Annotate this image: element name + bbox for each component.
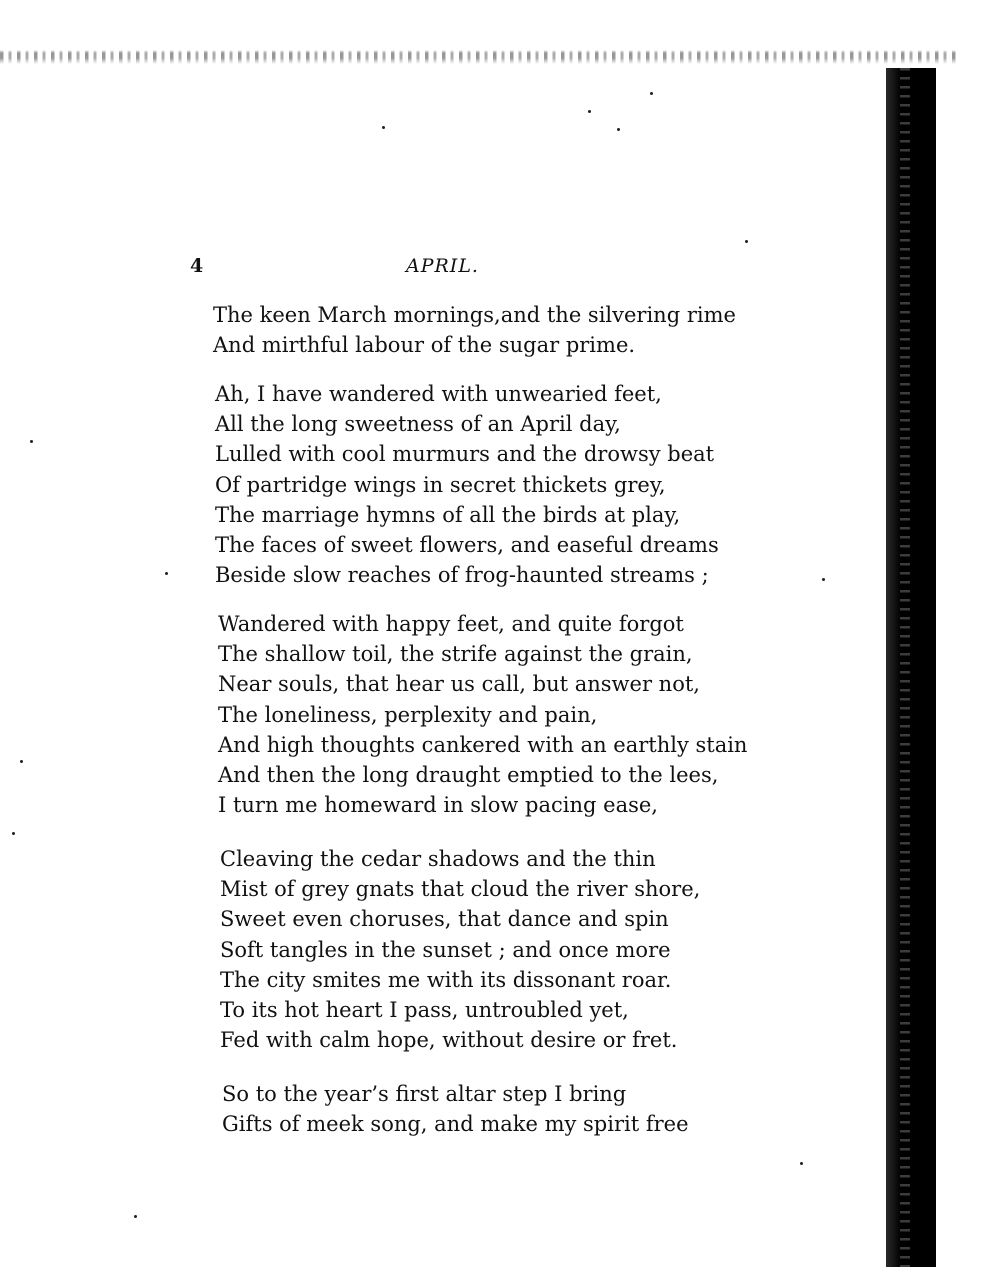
- scan-speck: [382, 126, 385, 129]
- poem-line: So to the year’s first altar step I bring: [222, 1082, 627, 1106]
- stanza-3: [218, 609, 747, 820]
- page-number: 4: [190, 255, 204, 277]
- poem-line: Lulled with cool murmurs and the drowsy beat: [215, 442, 715, 467]
- torn-top-edge: [0, 50, 960, 64]
- scan-speck: [800, 1162, 803, 1165]
- stanza-1: [213, 300, 736, 360]
- poem-line: And high thoughts cankered with an earthly stain: [218, 732, 748, 757]
- scan-speck: [745, 240, 748, 243]
- stanza-4: [220, 844, 700, 1055]
- scan-speck: [20, 760, 23, 763]
- poem-line: The marriage hymns of all the birds at play,: [215, 502, 681, 527]
- stanza-5: [222, 1079, 689, 1139]
- poem-line: The keen March mornings,and the silvering rime: [213, 303, 736, 327]
- poem-line: Wandered with happy feet, and quite forgot: [218, 612, 684, 636]
- stanza-2: [215, 379, 719, 590]
- poem-line: The loneliness, perplexity and pain,: [218, 702, 598, 727]
- poem-line: The faces of sweet flowers, and easeful dreams: [215, 532, 719, 557]
- poem-line: And mirthful labour of the sugar prime.: [213, 333, 636, 358]
- poem-line: Near souls, that hear us call, but answer not,: [218, 672, 700, 697]
- poem-line: Ah, I have wandered with unwearied feet,: [215, 382, 662, 406]
- poem-line: Soft tangles in the sunset ; and once more: [220, 937, 671, 962]
- binding-texture: [900, 68, 910, 1267]
- scan-speck: [588, 110, 591, 113]
- running-title: APRIL.: [406, 255, 479, 277]
- poem-line: Sweet even choruses, that dance and spin: [220, 907, 669, 932]
- scan-speck: [650, 92, 653, 95]
- poem-line: All the long sweetness of an April day,: [215, 412, 621, 437]
- poem-line: Of partridge wings in secret thickets grey,: [215, 472, 666, 497]
- poem-line: The city smites me with its dissonant roar.: [220, 967, 672, 992]
- scan-speck: [134, 1215, 137, 1218]
- scan-speck: [12, 832, 15, 835]
- book-binding-shadow: [886, 68, 936, 1267]
- poem-line: Fed with calm hope, without desire or fret.: [220, 1028, 678, 1053]
- poem-line: To its hot heart I pass, untroubled yet,: [220, 997, 629, 1022]
- poem-line: I turn me homeward in slow pacing ease,: [218, 793, 658, 818]
- scan-speck: [617, 128, 620, 131]
- poem-line: Mist of grey gnats that cloud the river shore,: [220, 877, 701, 902]
- scan-speck: [165, 572, 168, 575]
- poem-line: Gifts of meek song, and make my spirit free: [222, 1112, 689, 1137]
- scan-speck: [822, 578, 825, 581]
- scan-speck: [30, 440, 33, 443]
- poem-line: The shallow toil, the strife against the grain,: [218, 642, 693, 667]
- poem-line: And then the long draught emptied to the lees,: [218, 762, 719, 787]
- poem-line: Beside slow reaches of frog-haunted streams ;: [215, 563, 709, 588]
- poem-line: Cleaving the cedar shadows and the thin: [220, 847, 656, 871]
